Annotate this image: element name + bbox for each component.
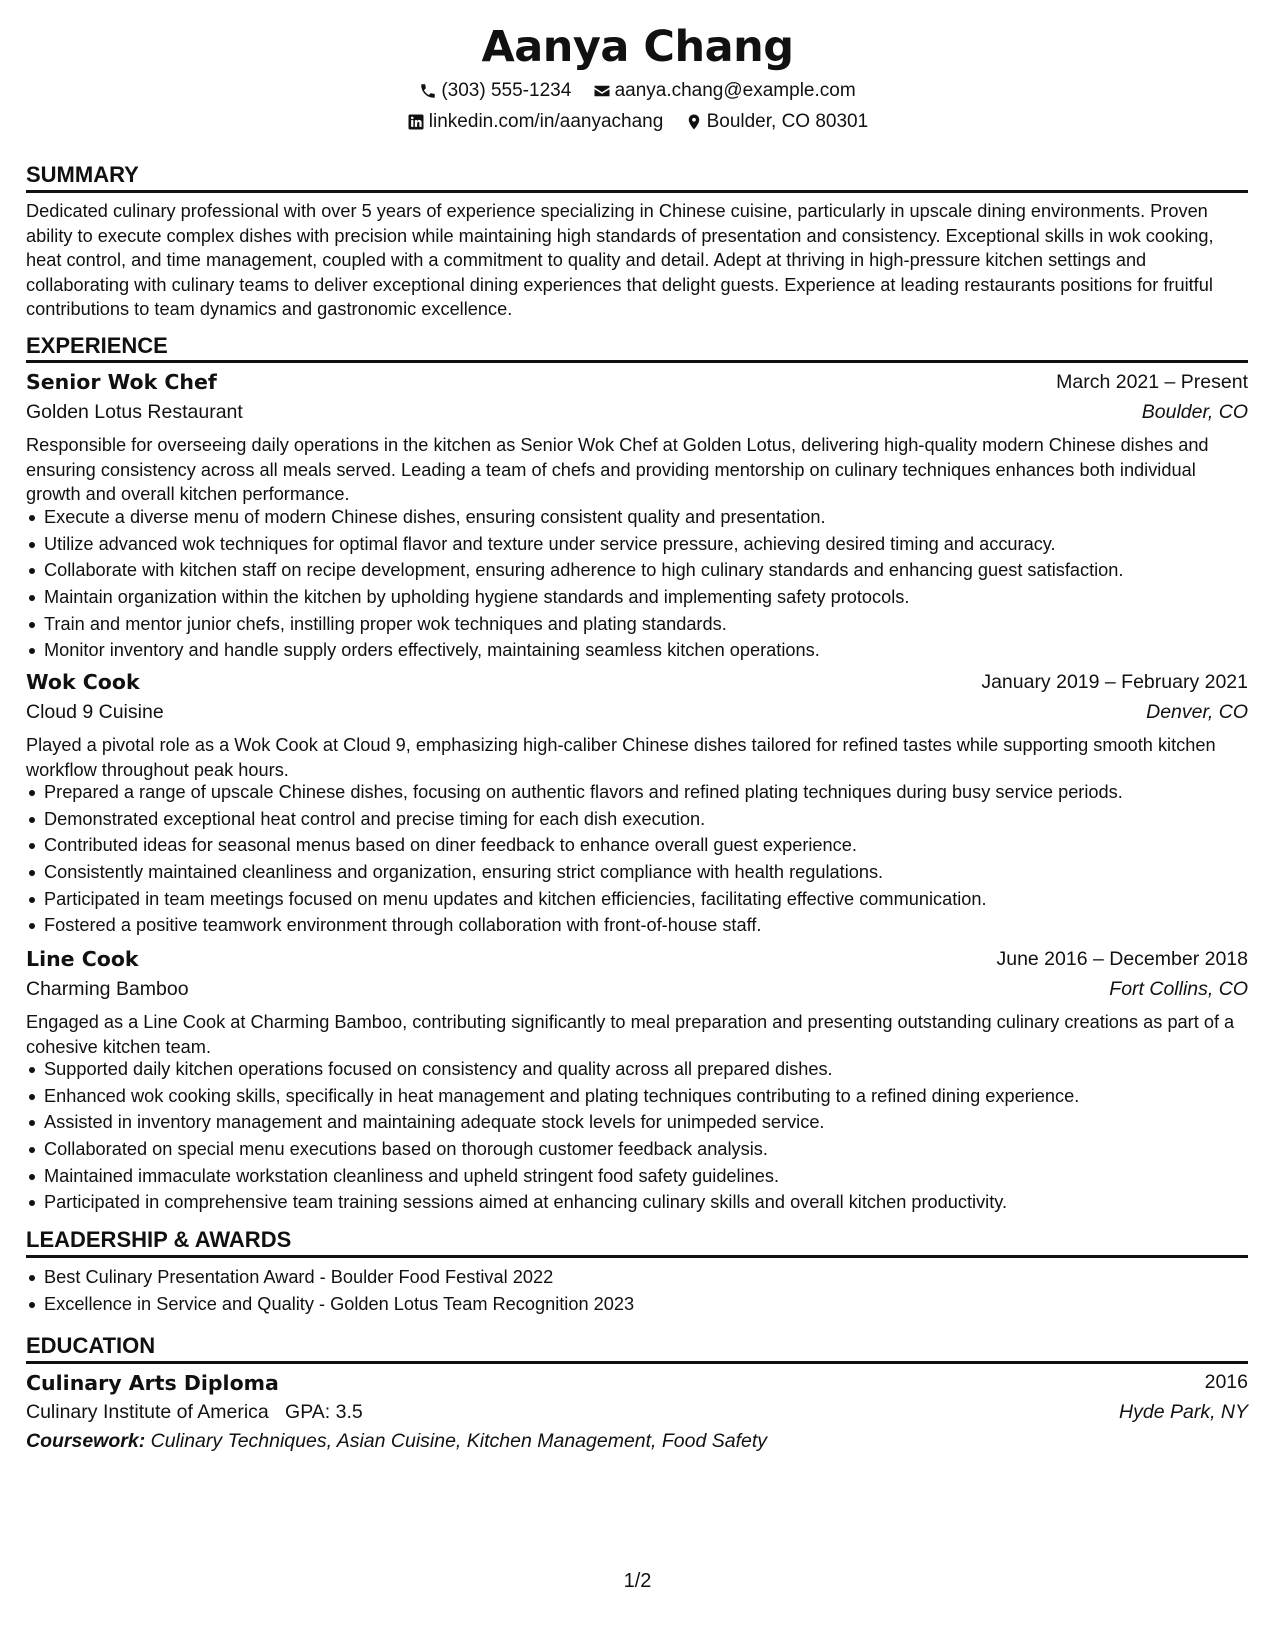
list-item: Contributed ideas for seasonal menus based on diner feedback to enhance overall guest experience. <box>26 833 1252 860</box>
contact-phone <box>419 80 571 102</box>
contact-line-1 <box>0 80 1275 106</box>
job-bullets <box>26 505 1252 665</box>
education-location: Hyde Park, NY <box>1119 1401 1248 1423</box>
map-pin-icon <box>685 113 703 131</box>
list-item: Collaborate with kitchen staff on recipe development, ensuring adherence to high culinary standards and enhancing guest satisfaction. <box>26 558 1252 585</box>
list-item: Demonstrated exceptional heat control and precise timing for each dish execution. <box>26 807 1252 834</box>
job-description: Engaged as a Line Cook at Charming Bamboo, contributing significantly to meal preparation and presenting outstanding culinary creations as part of a cohesive kitchen team. <box>26 1012 1235 1057</box>
list-item: Utilize advanced wok techniques for optimal flavor and texture under service pressure, achieving desired timing and accuracy. <box>26 532 1252 559</box>
job-location: Fort Collins, CO <box>1109 978 1248 1000</box>
coursework-line <box>26 1430 767 1453</box>
list-item: Enhanced wok cooking skills, specifically in heat management and plating techniques contributing to a refined dining experience. <box>26 1084 1252 1111</box>
coursework-list: Culinary Techniques, Asian Cuisine, Kitchen Management, Food Safety <box>150 1430 768 1452</box>
contact-email <box>593 80 856 102</box>
education-rule <box>26 1361 1248 1364</box>
linkedin-url[interactable]: linkedin.com/in/aanyachang <box>428 111 664 132</box>
awards-rule <box>26 1255 1248 1258</box>
job-description: Played a pivotal role as a Wok Cook at Cloud 9, emphasizing high-caliber Chinese dishes tailored for refined tastes while supporting smooth kitchen workflow throughout peak hours. <box>26 735 1216 780</box>
job-dates: June 2016 – December 2018 <box>996 948 1248 970</box>
job-bullets <box>26 1057 1252 1217</box>
phone-icon <box>419 82 437 100</box>
job-company: Charming Bamboo <box>26 978 189 1000</box>
list-item: Prepared a range of upscale Chinese dishes, focusing on authentic flavors and refined plating techniques during busy service periods. <box>26 780 1252 807</box>
list-item: Maintained immaculate workstation cleanliness and upheld stringent food safety guidelines. <box>26 1164 1252 1191</box>
job-company: Cloud 9 Cuisine <box>26 701 164 723</box>
list-item: Assisted in inventory management and maintaining adequate stock levels for unimpeded service. <box>26 1110 1252 1137</box>
experience-rule <box>26 360 1248 363</box>
summary-text: Dedicated culinary professional with over 5 years of experience specializing in Chinese cuisine, particularly in upscale dining environments. Proven ability to execute complex dishes with precision while maintaining high standards of presentation and consistency. Exceptional skills in wok cooking, heat control, and time management, coupled with a commitment to quality and detail. Adept at thriving in high-pressure kitchen settings and collaborating with culinary teams to deliver exceptional dining experiences that delight guests. Experience at leading restaurants positions for fruitful contributions to team dynamics and gastronomic excellence. <box>26 201 1214 320</box>
contact-location <box>685 111 869 133</box>
summary-rule <box>26 190 1248 193</box>
list-item: Best Culinary Presentation Award - Boulder Food Festival 2022 <box>26 1265 1252 1292</box>
job-title: Wok Cook <box>26 670 140 694</box>
job-title: Senior Wok Chef <box>26 370 217 394</box>
gpa: GPA: 3.5 <box>285 1401 363 1423</box>
list-item: Maintain organization within the kitchen by upholding hygiene standards and implementing safety protocols. <box>26 585 1252 612</box>
list-item: Train and mentor junior chefs, instilling proper wok techniques and plating standards. <box>26 612 1252 639</box>
list-item: Participated in comprehensive team training sessions aimed at enhancing culinary skills and overall kitchen productivity. <box>26 1190 1252 1217</box>
experience-heading: EXPERIENCE <box>26 333 168 358</box>
contact-line-2 <box>0 111 1275 137</box>
candidate-name: Aanya Chang <box>481 22 794 72</box>
list-item: Monitor inventory and handle supply orders effectively, maintaining seamless kitchen operations. <box>26 638 1252 665</box>
page-number: 1/2 <box>623 1570 652 1592</box>
job-dates: March 2021 – Present <box>1056 371 1248 393</box>
list-item: Fostered a positive teamwork environment through collaboration with front-of-house staff. <box>26 913 1252 940</box>
envelope-icon <box>593 82 611 100</box>
list-item: Participated in team meetings focused on menu updates and kitchen efficiencies, facilitating effective communication. <box>26 887 1252 914</box>
job-title: Line Cook <box>26 947 139 971</box>
awards-list <box>26 1265 1252 1318</box>
location-text: Boulder, CO 80301 <box>706 111 869 132</box>
contact-linkedin <box>407 111 664 133</box>
coursework-label: Coursework: <box>26 1430 146 1452</box>
list-item: Collaborated on special menu executions based on thorough customer feedback analysis. <box>26 1137 1252 1164</box>
phone-number: (303) 555-1234 <box>441 80 572 101</box>
degree-title: Culinary Arts Diploma <box>26 1371 279 1395</box>
job-dates: January 2019 – February 2021 <box>981 671 1248 693</box>
job-location: Boulder, CO <box>1141 401 1248 423</box>
list-item: Excellence in Service and Quality - Golden Lotus Team Recognition 2023 <box>26 1292 1252 1319</box>
school-name: Culinary Institute of America <box>26 1401 269 1423</box>
job-bullets <box>26 780 1252 940</box>
list-item: Consistently maintained cleanliness and organization, ensuring strict compliance with health regulations. <box>26 860 1252 887</box>
education-year: 2016 <box>1204 1371 1248 1393</box>
email-address[interactable]: aanya.chang@example.com <box>614 80 856 101</box>
summary-heading: SUMMARY <box>26 162 139 187</box>
list-item: Supported daily kitchen operations focused on consistency and quality across all prepared dishes. <box>26 1057 1252 1084</box>
education-school-line <box>26 1401 363 1424</box>
job-description: Responsible for overseeing daily operations in the kitchen as Senior Wok Chef at Golden Lotus, delivering high-quality modern Chinese dishes and ensuring consistency across all meals served. Leading a team of chefs and providing mentorship on culinary techniques enhances both individual growth and overall kitchen performance. <box>26 435 1209 505</box>
job-location: Denver, CO <box>1146 701 1248 723</box>
awards-heading: LEADERSHIP & AWARDS <box>26 1227 292 1252</box>
linkedin-icon <box>407 113 425 131</box>
list-item: Execute a diverse menu of modern Chinese dishes, ensuring consistent quality and presentation. <box>26 505 1252 532</box>
education-heading: EDUCATION <box>26 1333 156 1358</box>
job-company: Golden Lotus Restaurant <box>26 401 243 423</box>
